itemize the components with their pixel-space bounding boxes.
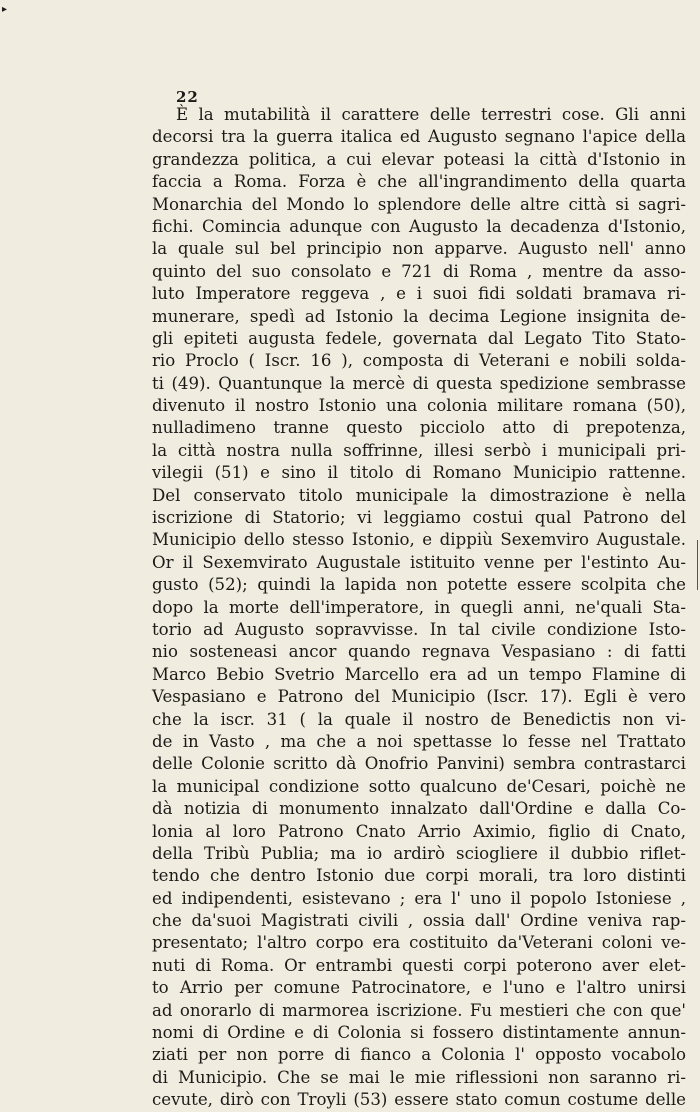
text-line: luto Imperatore reggeva , e i suoi fidi soldati bramava ri- <box>152 284 686 304</box>
text-line: la municipal condizione sotto qualcuno de'Cesari, poichè ne <box>152 776 686 796</box>
text-line: ad onorarlo di marmorea iscrizione. Fu mestieri che con que' <box>152 1000 686 1020</box>
text-line: ti (49). Quantunque la mercè di questa spedizione sembrasse <box>152 373 686 393</box>
text-line: cevute, dirò con Troyli (53) essere stato comun costume delle <box>152 1090 686 1110</box>
text-line: Vespasiano e Patrono del Municipio (Iscr. 17). Egli è vero <box>152 687 686 707</box>
text-line: lonia al loro Patrono Cnato Arrio Aximio, figlio di Cnato, <box>152 821 686 841</box>
text-line: ed indipendenti, esistevano ; era l' uno il popolo Istoniese , <box>152 888 686 908</box>
corner-mark: ▸ <box>2 4 8 15</box>
text-line: È la mutabilità il carattere delle terrestri cose. Gli anni <box>176 105 686 124</box>
text-line: presentato; l'altro corpo era costituito da'Veterani coloni ve- <box>152 933 686 953</box>
text-line: Marco Bebio Svetrio Marcello era ad un tempo Flamine di <box>152 664 686 684</box>
text-line: to Arrio per comune Patrocinatore, e l'uno e l'altro unirsi <box>152 978 686 998</box>
text-line: delle Colonie scritto dà Onofrio Panvini) sembra contrastarci <box>152 754 686 774</box>
body-text <box>152 104 686 1112</box>
page-number: 22 <box>176 88 199 106</box>
text-line: quinto del suo consolato e 721 di Roma , mentre da asso- <box>152 261 686 281</box>
text-line: rio Proclo ( Iscr. 16 ), composta di Veterani e nobili solda- <box>152 351 686 371</box>
text-line: grandezza politica, a cui elevar poteasi la città d'Istonio in <box>152 149 686 169</box>
text-line: Del conservato titolo municipale la dimostrazione è nella <box>152 485 686 505</box>
text-line: dopo la morte dell'imperatore, in quegli anni, ne'quali Sta- <box>152 597 686 617</box>
text-line: munerare, spedì ad Istonio la decima Legione insignita de- <box>152 306 686 326</box>
text-line: Or il Sexemvirato Augustale istituito venne per l'estinto Au- <box>152 552 686 572</box>
text-line: fichi. Comincia adunque con Augusto la decadenza d'Istonio, <box>152 216 686 236</box>
text-line: de in Vasto , ma che a noi spettasse lo fesse nel Trattato <box>152 731 686 751</box>
text-line: iscrizione di Statorio; vi leggiamo costui qual Patrono del <box>152 508 686 528</box>
text-line: che da'suoi Magistrati civili , ossia dall' Ordine veniva rap- <box>152 911 686 931</box>
text-line: nomi di Ordine e di Colonia si fossero distintamente annun- <box>152 1023 686 1043</box>
text-line: ziati per non porre di fianco a Colonia l' opposto vocabolo <box>152 1045 686 1065</box>
text-line: vilegii (51) e sino il titolo di Romano Municipio rattenne. <box>152 463 686 483</box>
text-line: la città nostra nulla soffrinne, illesi serbò i municipali pri- <box>152 440 686 460</box>
text-line: che la iscr. 31 ( la quale il nostro de Benedictis non vi- <box>152 709 686 729</box>
text-line: nio sosteneasi ancor quando regnava Vespasiano : di fatti <box>152 642 686 662</box>
text-line: tendo che dentro Istonio due corpi morali, tra loro distinti <box>152 866 686 886</box>
text-line: la quale sul bel principio non apparve. Augusto nell' anno <box>152 239 686 259</box>
text-line: nulladimeno tranne questo picciolo atto di prepotenza, <box>152 418 686 438</box>
text-line: Monarchia del Mondo lo splendore delle altre città si sagri- <box>152 194 686 214</box>
text-line: della Tribù Publia; ma io ardirò sciogliere il dubbio riflet- <box>152 843 686 863</box>
text-line: nuti di Roma. Or entrambi questi corpi poterono aver elet- <box>152 955 686 975</box>
text-line: faccia a Roma. Forza è che all'ingrandimento della quarta <box>152 172 686 192</box>
text-line: Municipio dello stesso Istonio, e dippiù Sexemviro Augustale. <box>152 530 686 550</box>
text-line: di Municipio. Che se mai le mie riflessioni non saranno ri- <box>152 1067 686 1087</box>
text-line: torio ad Augusto sopravvisse. In tal civile condizione Isto- <box>152 619 686 639</box>
text-line: gli epiteti augusta fedele, governata dal Legato Tito Stato- <box>152 328 686 348</box>
text-line: dà notizia di monumento innalzato dall'Ordine e dalla Co- <box>152 799 686 819</box>
text-line: decorsi tra la guerra italica ed Augusto segnano l'apice della <box>152 127 686 147</box>
page-edge-line <box>697 540 698 590</box>
text-line: gusto (52); quindi la lapida non potette essere scolpita che <box>152 575 686 595</box>
text-line: divenuto il nostro Istonio una colonia militare romana (50), <box>152 396 686 416</box>
